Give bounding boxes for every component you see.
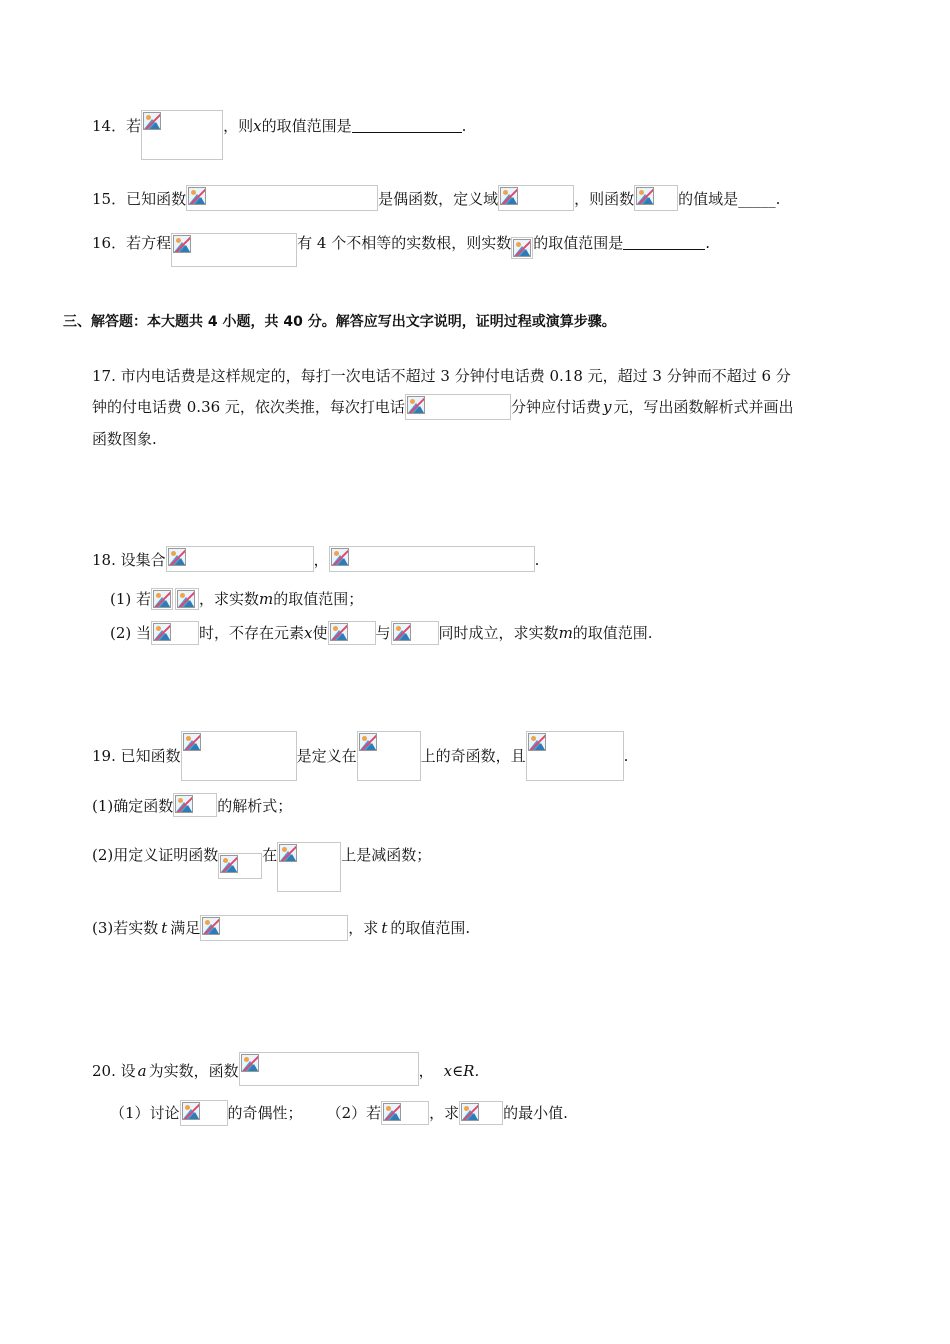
question-text: (2)用定义证明函数: [92, 846, 219, 864]
question-text: 上的奇函数，且: [420, 747, 526, 765]
formula-image: [239, 1052, 419, 1086]
question-text: (1) 若: [110, 590, 152, 608]
broken-image-icon: [359, 733, 377, 751]
broken-image-icon: [177, 590, 195, 608]
question-text: ，求实数: [199, 590, 260, 608]
question-text: 的取值范围.: [390, 919, 471, 937]
question-15: [92, 189, 780, 211]
formula-image: [459, 1101, 503, 1125]
question-text: .: [775, 190, 781, 208]
question-19: [92, 746, 628, 781]
variable: x∈R.: [443, 1062, 480, 1080]
question-text: (1)确定函数: [92, 797, 174, 815]
question-number: 15．: [92, 190, 127, 208]
formula-image: [181, 731, 297, 781]
broken-image-icon: [188, 187, 206, 205]
broken-image-icon: [220, 855, 238, 873]
question-text: 分钟应付话费: [510, 398, 601, 416]
question-text: .: [623, 747, 629, 765]
question-text: 为实数，函数: [148, 1062, 239, 1080]
broken-image-icon: [153, 590, 171, 608]
question-text: 与: [375, 624, 391, 642]
question-text: ，: [313, 551, 329, 569]
formula-image: [173, 793, 217, 817]
question-number: 16．: [92, 234, 127, 252]
answer-blank: [623, 233, 705, 250]
broken-image-icon: [513, 239, 531, 257]
question-number: 14．: [92, 117, 127, 135]
question-text: 使: [312, 624, 328, 642]
formula-image: [328, 621, 376, 645]
formula-image: [357, 731, 421, 781]
question-14: [92, 116, 466, 160]
formula-image: [151, 621, 199, 645]
formula-image: [175, 588, 199, 610]
section-heading: 三、解答题：本大题共 4 小题，共 40 分。解答应写出文字说明，证明过程或演算步骤。: [63, 314, 616, 330]
question-18: [92, 550, 539, 572]
question-16: [92, 233, 710, 267]
formula-image: [526, 731, 624, 781]
question-text: （1）讨论: [110, 1104, 180, 1122]
question-text: (3)若实数: [92, 919, 159, 937]
question-18-part-2: [110, 623, 653, 645]
question-text: 若方程: [126, 234, 172, 252]
question-17-line-2: [92, 397, 793, 420]
broken-image-icon: [175, 795, 193, 813]
variable: t: [161, 919, 168, 937]
question-19-part-2: [92, 845, 431, 892]
question-20: [92, 1061, 479, 1086]
formula-image: [218, 853, 262, 879]
broken-image-icon: [500, 187, 518, 205]
question-text: .: [705, 234, 710, 252]
question-text: 19. 已知函数: [92, 747, 181, 765]
question-text: .: [534, 551, 540, 569]
formula-image: [634, 185, 678, 211]
question-text: 时，不存在元素: [199, 624, 305, 642]
broken-image-icon: [331, 548, 349, 566]
broken-image-icon: [279, 844, 297, 862]
broken-image-icon: [183, 733, 201, 751]
question-text: 的取值范围；: [273, 590, 364, 608]
formula-image: [186, 185, 378, 211]
broken-image-icon: [173, 235, 191, 253]
broken-image-icon: [202, 917, 220, 935]
broken-image-icon: [383, 1103, 401, 1121]
question-text: ，: [418, 1062, 434, 1080]
broken-image-icon: [168, 548, 186, 566]
broken-image-icon: [241, 1054, 259, 1072]
question-text: 是定义在: [296, 747, 357, 765]
question-17-line-1: 17. 市内电话费是这样规定的，每打一次电话不超过 3 分钟付电话费 0.18 元，超过 3 分钟而不超过 6 分: [92, 367, 791, 385]
answer-blank: [352, 116, 462, 133]
question-text: 20. 设: [92, 1062, 136, 1080]
answer-blank: _____: [738, 190, 776, 208]
variable: t: [381, 919, 388, 937]
question-text: 钟的付电话费 0.36 元，依次类推，每次打电话: [92, 398, 405, 416]
question-text: ，求: [348, 919, 379, 937]
formula-image: [171, 233, 297, 267]
question-text: ，求: [429, 1104, 460, 1122]
question-text: 的最小值.: [503, 1104, 568, 1122]
broken-image-icon: [528, 733, 546, 751]
question-17-line-3: 函数图象.: [92, 430, 157, 448]
question-text: 是偶函数，定义域: [378, 190, 499, 208]
question-text: 的奇偶性；: [227, 1104, 303, 1122]
variable: x: [304, 624, 313, 642]
question-18-part-1: [110, 589, 363, 610]
question-20-parts: [110, 1103, 568, 1126]
question-text: 同时成立，求实数: [438, 624, 559, 642]
formula-image: [381, 1101, 429, 1125]
formula-image: [511, 237, 533, 259]
question-text: 的取值范围是: [533, 234, 624, 252]
variable: m: [259, 590, 274, 608]
broken-image-icon: [182, 1102, 200, 1120]
broken-image-icon: [330, 623, 348, 641]
question-text: (2) 当: [110, 624, 152, 642]
question-text: ，则: [223, 117, 254, 135]
variable: x: [253, 117, 262, 135]
question-text: .: [461, 117, 467, 135]
formula-image: [405, 394, 511, 420]
question-text: 若: [126, 117, 142, 135]
question-text: 的取值范围.: [572, 624, 653, 642]
variable: m: [558, 624, 573, 642]
question-text: 18. 设集合: [92, 551, 166, 569]
question-text: 已知函数: [126, 190, 187, 208]
broken-image-icon: [393, 623, 411, 641]
formula-image: [277, 842, 341, 892]
formula-image: [151, 588, 173, 610]
broken-image-icon: [461, 1103, 479, 1121]
formula-image: [141, 110, 223, 160]
question-text: 的取值范围是: [261, 117, 352, 135]
question-text: （2）若: [326, 1104, 382, 1122]
question-text: 的值域是: [678, 190, 739, 208]
question-19-part-3: [92, 918, 470, 941]
question-text: 上是减函数；: [341, 846, 432, 864]
formula-image: [329, 546, 535, 572]
broken-image-icon: [143, 112, 161, 130]
formula-image: [498, 185, 574, 211]
question-text: 在: [262, 846, 278, 864]
broken-image-icon: [407, 396, 425, 414]
formula-image: [391, 621, 439, 645]
question-text: 满足: [170, 919, 201, 937]
question-text: ，则函数: [574, 190, 635, 208]
broken-image-icon: [636, 187, 654, 205]
question-text: 有 4 个不相等的实数根，则实数: [297, 234, 512, 252]
question-19-part-1: [92, 796, 292, 817]
question-text: 元，写出函数解析式并画出: [613, 398, 794, 416]
broken-image-icon: [153, 623, 171, 641]
formula-image: [166, 546, 314, 572]
formula-image: [180, 1100, 228, 1126]
variable: a: [137, 1062, 147, 1080]
formula-image: [200, 915, 348, 941]
question-text: 的解析式；: [217, 797, 293, 815]
variable: y: [602, 398, 612, 416]
